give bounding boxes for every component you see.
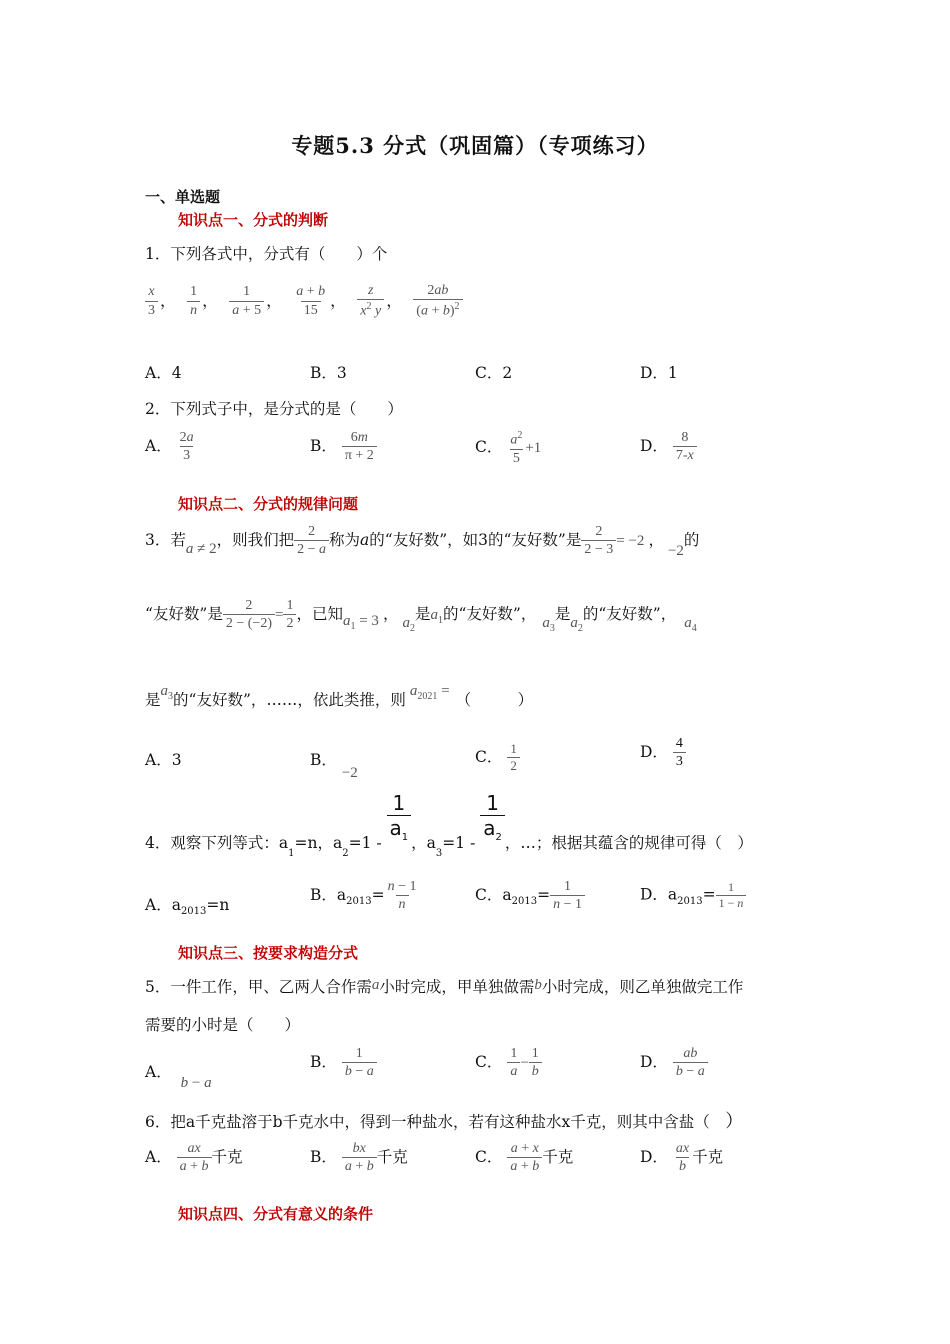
q4-text: =1 - bbox=[442, 833, 481, 852]
q4-d-fraction: $\frac{1}{1 - n}$ bbox=[716, 881, 747, 910]
q6-d-unit: 千克 bbox=[692, 1147, 724, 1166]
q6-d-fraction: $\frac{ax}{b}$ bbox=[675, 1141, 690, 1175]
q4-b-fraction: $\frac{n - 1}{n}$ bbox=[387, 879, 417, 913]
knowledge-point-1: 知识点一、分式的判断 bbox=[178, 211, 329, 229]
q6-b-unit: 千克 bbox=[376, 1147, 408, 1166]
q3-d-fraction: $\frac{4}{3}$ bbox=[673, 736, 686, 770]
q4-b-label: B．a bbox=[310, 885, 347, 904]
q1-option-a[interactable]: A．4 bbox=[145, 364, 182, 382]
q6-c-unit: 千克 bbox=[542, 1147, 574, 1166]
q5-option-c[interactable]: C． $\frac{1}{a}$ − $\frac{1}{b}$ bbox=[475, 1046, 542, 1080]
q4-d-label: D．a bbox=[640, 885, 678, 904]
q5-b-label: B． bbox=[310, 1052, 337, 1071]
q3-text: 的“友好数”， bbox=[442, 604, 537, 623]
q3-c-fraction: $\frac{1}{2}$ bbox=[507, 742, 520, 774]
fraction-1-a1: $\frac{1}{a_1}$ bbox=[387, 792, 412, 843]
fraction-ab-15: $\frac{a + b}{15}$ bbox=[296, 284, 326, 318]
q5-d-label: D． bbox=[640, 1052, 668, 1071]
fraction-1-a5: $\frac{1}{a + 5}$ bbox=[229, 284, 264, 318]
question-6-stem bbox=[145, 1107, 743, 1133]
q4-c-label: C．a bbox=[475, 885, 512, 904]
question-5-line-1: 5．一件工作，甲、乙两人合作需a小时完成，甲单独做需b小时完成，则乙单独做完工作 bbox=[145, 977, 744, 996]
q2-d-fraction: $\frac{8}{7-x}$ bbox=[673, 430, 697, 464]
question-1-expressions: $\frac{x}{3}$ ， $\frac{1}{n}$ ， $\frac{1}{a + 5}$ ， $\frac{a + b}{15}$ ， $\frac{z}{x^2 y}$ ， $\frac{2ab}{(a + b)^2}$ bbox=[145, 283, 463, 319]
q3-option-d[interactable] bbox=[640, 736, 686, 770]
q4-text: =1 - bbox=[348, 833, 387, 852]
knowledge-point-3: 知识点三、按要求构造分式 bbox=[178, 944, 359, 962]
q2-option-d-label: D． bbox=[640, 436, 668, 455]
q5-c-frac2: $\frac{1}{b}$ bbox=[529, 1046, 542, 1080]
q6-option-c[interactable] bbox=[475, 1141, 573, 1175]
q3-text: ，已知 bbox=[296, 604, 343, 623]
q6-option-a[interactable] bbox=[145, 1141, 243, 1175]
section-heading: 一、单选题 bbox=[145, 188, 221, 206]
q4-text: ，a bbox=[411, 833, 436, 852]
q4-text: 4．观察下列等式：a bbox=[145, 833, 289, 852]
q3-text: 3．若 bbox=[145, 530, 186, 549]
q5-c-frac1: $\frac{1}{a}$ bbox=[507, 1046, 520, 1080]
q4-text: =n，a bbox=[294, 833, 343, 852]
q3-text: 的“友好数”，如3的“友好数”是 bbox=[369, 530, 582, 549]
q4-c-fraction: $\frac{1}{n - 1}$ bbox=[550, 879, 585, 913]
question-5-line-2: 需要的小时是（ ） bbox=[145, 1016, 301, 1034]
q6-d-label: D． bbox=[640, 1147, 668, 1166]
q5-text: 小时完成，甲单独做需 bbox=[379, 978, 535, 996]
q4-option-a[interactable] bbox=[145, 893, 229, 917]
math-a-neq-2: a ≠ 2 bbox=[185, 540, 217, 557]
q2-c-fraction: $\frac{a^2}{5}$ bbox=[510, 430, 523, 467]
q3-option-d-label: D． bbox=[640, 742, 668, 761]
fraction-2-2a: $\frac{2}{2 - a}$ bbox=[294, 524, 329, 558]
q2-option-d[interactable] bbox=[640, 430, 697, 464]
question-4-stem: 4．观察下列等式：$a_1=n$，$a_2=1$ - $\frac{1}{a_1}$ ，$a_3=1$ - $\frac{1}{a_2}$ ，…；根据其蕴含的规律可得（ ） bbox=[145, 791, 753, 859]
q5-a-value: b − a bbox=[180, 1075, 212, 1091]
q5-text: 5．一件工作，甲、乙两人合作需 bbox=[145, 978, 372, 996]
q3-text: 的“友好数”，……，依此类推，则 bbox=[173, 691, 406, 709]
q5-option-b[interactable] bbox=[310, 1046, 377, 1080]
q4-d-sub: 2013 bbox=[677, 895, 703, 907]
fraction-z-x2y: $\frac{z}{x^2 y}$ bbox=[357, 283, 384, 319]
q6-b-label: B． bbox=[310, 1147, 337, 1166]
q2-option-b[interactable] bbox=[310, 430, 377, 464]
q3-option-b-label: B． bbox=[310, 751, 337, 769]
q6-b-fraction: $\frac{bx}{a + b}$ bbox=[342, 1141, 377, 1175]
q5-d-fraction: $\frac{ab}{b - a}$ bbox=[673, 1046, 708, 1080]
q3-text: 是 bbox=[145, 691, 161, 709]
q4-option-c[interactable] bbox=[475, 879, 585, 913]
fraction-1-2: $\frac{1}{2}$ bbox=[283, 598, 296, 632]
q2-a-fraction: $\frac{2a}{3}$ bbox=[179, 430, 194, 464]
question-2-stem: 2．下列式子中，是分式的是（ ） bbox=[145, 400, 403, 418]
fraction-x-3: $\frac{x}{3}$ bbox=[145, 284, 158, 318]
q2-option-c[interactable]: C． $\frac{a^2}{5}$ +1 bbox=[475, 430, 542, 467]
q2-b-fraction: $\frac{6m}{\pi + 2}$ bbox=[342, 430, 377, 464]
page-title: 专题5.3 分式（巩固篇）（专项练习） bbox=[291, 133, 659, 158]
q3-text: 是 bbox=[554, 604, 571, 623]
q2-option-c-label: C． bbox=[475, 438, 503, 457]
q4-option-d[interactable] bbox=[640, 881, 746, 910]
q6-close: ） bbox=[725, 1111, 744, 1132]
q1-option-d[interactable]: D．1 bbox=[640, 364, 678, 382]
q3-b-value: −2 bbox=[341, 765, 358, 781]
question-3-line-3: 是$a_3$的“友好数”，……，依此类推，则 $a_{2021}$ = （ ） bbox=[145, 683, 534, 709]
fraction-1-n: $\frac{1}{n}$ bbox=[187, 284, 200, 318]
q4-d-eq: = bbox=[702, 885, 716, 904]
fraction-2ab-ab2: $\frac{2ab}{(a + b)^2}$ bbox=[413, 283, 462, 319]
knowledge-point-2: 知识点二、分式的规律问题 bbox=[178, 495, 359, 513]
q2-option-b-label: B． bbox=[310, 436, 337, 455]
q3-text: ，则我们把 bbox=[216, 530, 295, 549]
q4-b-eq: = bbox=[371, 885, 385, 904]
q1-option-c[interactable]: C．2 bbox=[475, 364, 513, 382]
q6-c-fraction: $\frac{a + x}{a + b}$ bbox=[507, 1141, 542, 1175]
question-1-stem: 1．下列各式中，分式有（ ）个 bbox=[145, 245, 388, 263]
q3-text: 是 bbox=[414, 604, 431, 623]
q3-text: 称为 bbox=[329, 530, 361, 549]
q5-a-label: A． bbox=[145, 1063, 172, 1081]
q6-text: 6．把a千克盐溶于b千克水中，得到一种盐水，若有这种盐水x千克，则其中含盐（ bbox=[145, 1113, 726, 1131]
q3-option-c[interactable] bbox=[475, 742, 520, 774]
q5-option-d[interactable] bbox=[640, 1046, 708, 1080]
q6-option-d[interactable] bbox=[640, 1141, 723, 1175]
q3-text: 的 bbox=[683, 530, 700, 549]
q1-option-b[interactable]: B．3 bbox=[310, 364, 347, 382]
q4-option-b[interactable] bbox=[310, 879, 420, 913]
question-3-line-2: “友好数”是 $\frac{2}{2 - (-2)}$ = $\frac{1}{2}$ ，已知$a_1 = 3$ ， $a_2$是$a_1$的“友好数”， $a_3$是$a_2$的“友好数”， $a_4$ bbox=[145, 598, 697, 634]
q4-text: ，…；根据其蕴含的规律可得（ ） bbox=[504, 833, 753, 852]
q4-b-sub: 2013 bbox=[346, 895, 372, 907]
q5-option-a[interactable] bbox=[145, 1060, 212, 1091]
q6-option-b[interactable] bbox=[310, 1141, 408, 1175]
q3-option-c-label: C． bbox=[475, 747, 503, 766]
q2-option-a-label: A． bbox=[145, 436, 172, 455]
q2-option-a[interactable] bbox=[145, 430, 197, 464]
q5-text: 小时完成，则乙单独做完工作 bbox=[541, 978, 744, 996]
fraction-2-2-neg2: $\frac{2}{2 - (-2)}$ bbox=[223, 598, 275, 632]
fraction-2-2-3: $\frac{2}{2 - 3}$ bbox=[581, 524, 616, 558]
q6-a-fraction: $\frac{ax}{a + b}$ bbox=[177, 1141, 212, 1175]
q4-a-sub: 2013 bbox=[180, 906, 207, 918]
q6-a-label: A． bbox=[145, 1147, 172, 1166]
q3-text: 的“友好数”， bbox=[582, 604, 677, 623]
q6-c-label: C． bbox=[475, 1147, 503, 1166]
q3-option-a[interactable]: A．3 bbox=[145, 751, 182, 769]
q3-option-b[interactable] bbox=[310, 748, 358, 781]
q4-c-eq: = bbox=[537, 885, 551, 904]
q5-b-fraction: $\frac{1}{b - a}$ bbox=[342, 1046, 377, 1080]
q3-text: “友好数”是 bbox=[145, 604, 223, 623]
q5-c-label: C． bbox=[475, 1052, 503, 1071]
q4-a-value: =n bbox=[206, 896, 230, 914]
knowledge-point-4: 知识点四、分式有意义的条件 bbox=[178, 1205, 374, 1223]
fraction-1-a2: $\frac{1}{a_2}$ bbox=[480, 792, 505, 843]
q4-a-label: A．a bbox=[145, 896, 181, 914]
q6-a-unit: 千克 bbox=[211, 1147, 243, 1166]
q4-c-sub: 2013 bbox=[511, 895, 538, 907]
question-3-line-1: 3．若a ≠ 2，则我们把 $\frac{2}{2 - a}$ 称为a的“友好数”，如3的“友好数”是 $\frac{2}{2 - 3}$ = −2 ，−2的 bbox=[145, 524, 700, 559]
q3-text: （ ） bbox=[455, 691, 534, 709]
